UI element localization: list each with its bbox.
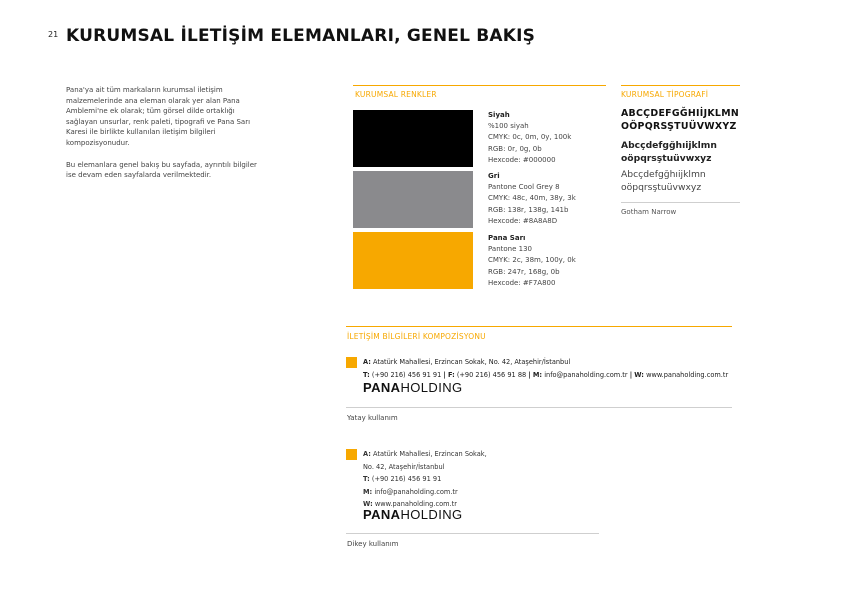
mail-value: info@panaholding.com.tr [544, 371, 628, 379]
color-spec: Pantone 130 [488, 245, 532, 254]
logo-light-part: HOLDING [400, 380, 463, 395]
color-cmyk: CMYK: 0c, 0m, 0y, 100k [488, 133, 572, 142]
phone-key: T: [363, 371, 370, 379]
color-rgb: RGB: 138r, 138g, 141b [488, 205, 569, 214]
color-hex: Hexcode: #000000 [488, 155, 556, 164]
phone-value: (+90 216) 456 91 91 [371, 475, 442, 483]
phone-value: (+90 216) 456 91 91 [371, 371, 442, 379]
mail-key: M: [532, 371, 543, 379]
colors-section-label: KURUMSAL RENKLER [355, 90, 437, 99]
color-name: Pana Sarı [488, 234, 526, 242]
vertical-usage-caption: Dikey kullanım [347, 540, 399, 548]
colors-section-rule [353, 85, 606, 86]
fax-value: (+90 216) 456 91 88 [456, 371, 527, 379]
pana-yellow-square [346, 357, 357, 368]
address-key: A: [363, 450, 371, 458]
typeface-lowercase-bold-sample: Abcçdefgğhıijklmn oöpqrsştuüvwxyz [621, 140, 717, 164]
typeface-lowercase-regular-sample: Abcçdefgğhıijklmn oöpqrsştuüvwxyz [621, 169, 706, 193]
vertical-mail-line [363, 486, 458, 499]
mail-key: M: [363, 487, 373, 496]
page-title: KURUMSAL İLETİŞİM ELEMANLARI, GENEL BAKIŞ [66, 26, 536, 46]
swatch-black [353, 110, 473, 167]
web-value: www.panaholding.com.tr [374, 500, 457, 508]
typography-section-rule [621, 85, 740, 86]
vertical-address-line-2: No. 42, Ataşehir/İstanbul [363, 462, 445, 471]
horizontal-contact-line [363, 371, 728, 379]
typeface-uppercase-sample: ABCÇDEFGĞHIİJKLMN OÖPQRSŞTUÜVWXYZ [621, 108, 739, 132]
mail-value: info@panaholding.com.tr [374, 487, 458, 496]
horizontal-usage-divider [346, 407, 732, 408]
horizontal-usage-caption: Yatay kullanım [347, 414, 398, 422]
contact-section-label: İLETİŞİM BİLGİLERİ KOMPOZİSYONU [347, 332, 486, 341]
intro-paragraph-2: Bu elemanlara genel bakış bu sayfada, ayrıntılı bilgiler ise devam eden sayfalarda verilmektedir. [66, 160, 257, 180]
web-key: W: [634, 371, 644, 379]
swatch-pana-yellow [353, 232, 473, 289]
typography-section-label: KURUMSAL TİPOGRAFİ [621, 90, 709, 99]
color-rgb: RGB: 247r, 168g, 0b [488, 267, 560, 276]
color-info-grey [488, 171, 576, 227]
color-spec: %100 siyah [488, 122, 529, 131]
pana-holding-logo-vertical [363, 507, 463, 522]
color-cmyk: CMYK: 48c, 40m, 38y, 3k [488, 194, 576, 203]
page-number: 21 [48, 30, 59, 39]
logo-bold-part: PANA [363, 507, 401, 522]
separator: | [528, 371, 531, 379]
fax-key: F: [447, 371, 455, 379]
vertical-phone-line [363, 473, 441, 486]
separator: | [629, 371, 633, 379]
logo-light-part: HOLDING [400, 507, 463, 522]
vertical-address-line-1 [363, 448, 487, 461]
address-value: Atatürk Mahallesi, Erzincan Sokak, [372, 450, 487, 458]
phone-key: T: [363, 475, 370, 483]
color-info-black [488, 110, 571, 166]
color-cmyk: CMYK: 2c, 38m, 100y, 0k [488, 256, 576, 265]
swatch-grey [353, 171, 473, 228]
address-value: Atatürk Mahallesi, Erzincan Sokak, No. 42, Ataşehir/İstanbul [372, 358, 571, 366]
web-key: W: [363, 500, 373, 508]
separator: | [443, 371, 446, 379]
address-key: A: [363, 358, 371, 366]
color-rgb: RGB: 0r, 0g, 0b [488, 144, 542, 153]
vertical-usage-divider [346, 533, 599, 534]
intro-text [66, 85, 258, 192]
color-info-pana-yellow [488, 233, 576, 289]
contact-section-rule [346, 326, 732, 327]
color-name: Siyah [488, 111, 510, 119]
color-hex: Hexcode: #F7A800 [488, 278, 556, 287]
web-value: www.panaholding.com.tr [646, 371, 729, 379]
pana-holding-logo-horizontal [363, 380, 463, 395]
horizontal-address-line [363, 358, 570, 366]
typeface-name: Gotham Narrow [621, 208, 677, 216]
typography-divider [621, 202, 740, 203]
color-name: Gri [488, 172, 500, 180]
color-hex: Hexcode: #8A8A8D [488, 216, 558, 225]
pana-yellow-square [346, 449, 357, 460]
color-spec: Pantone Cool Grey 8 [488, 183, 560, 192]
logo-bold-part: PANA [363, 380, 401, 395]
intro-paragraph-1: Pana'ya ait tüm markaların kurumsal iletişim malzemelerinde ana eleman olarak yer alan Pana Amblemi'ne ek olarak; tüm görsel dilde ortaklığı sağlayan unsurlar, renk paleti, tipografi ve Pana Sarı Karesi ile birlikte kullanılan iletişim bilgileri kompozisyonudur. [66, 86, 251, 147]
